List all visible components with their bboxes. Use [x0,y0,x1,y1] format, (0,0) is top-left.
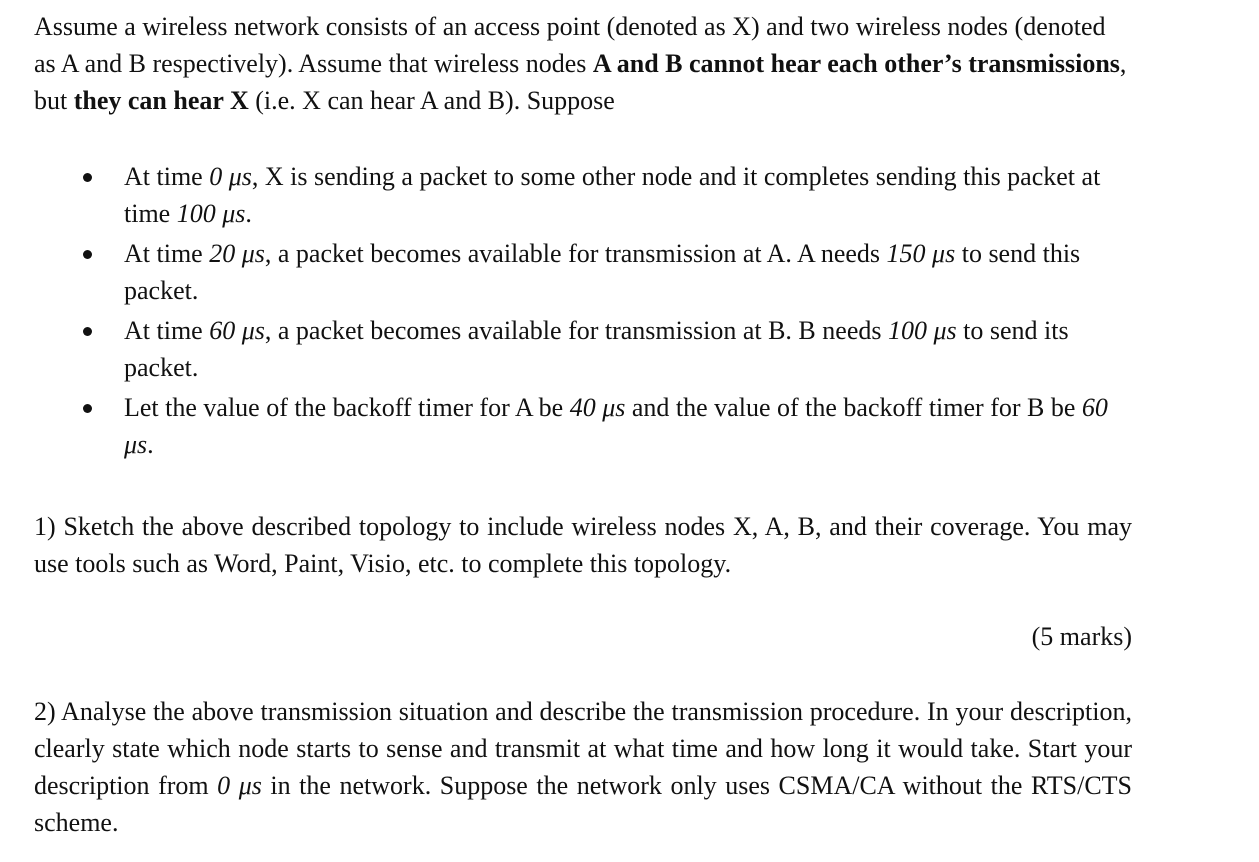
bullet-text: At time [124,239,210,268]
marks-label: (5 marks) [1031,622,1132,651]
intro-bold-1: A and B cannot hear each other’s transmissions [592,49,1120,78]
intro-text-3: (i.e. X can hear A and B). Suppose [248,86,615,115]
conditions-list [0,158,1259,466]
time-value: 40 μs [569,393,626,422]
bullet-icon [83,250,92,259]
bullet-text: At time [124,162,210,191]
time-value: 0 μs [217,771,262,800]
bullet-text: . [245,199,252,228]
time-value: 100 μs [887,316,957,345]
bullet-text: to send this packet. [124,239,1081,305]
time-value: 0 μs [209,162,252,191]
intro-bold-2: they can hear X [73,86,249,115]
question-2-text-1: 2) Analyse the above transmission situation and describe the transmission procedure. In your description, clearly state which node starts to sense and transmit at what time and how long it would take. Start your description from [34,697,1132,800]
bullet-text: , a packet becomes available for transmission at B. B needs [264,316,888,345]
intro-text-2: , but [34,49,1127,115]
list-item [0,235,1132,309]
question-1: 1) Sketch the above described topology to include wireless nodes X, A, B, and their coverage. You may use tools such as Word, Paint, Visio, etc. to complete this topology. [34,512,1132,578]
intro-paragraph [34,8,1132,119]
list-item [0,312,1132,386]
bullet-text: to send its packet. [124,316,1069,382]
intro-text-1: Assume a wireless network consists of an access point (denoted as X) and two wireless nodes (denoted as A and B respectively). Assume that wireless nodes [34,12,1106,78]
bullet-text: Let the value of the backoff timer for A be [124,393,570,422]
bullet-text: , a packet becomes available for transmission at A. A needs [264,239,887,268]
time-value: 60 μs [209,316,265,345]
question-2 [34,693,1132,841]
bullet-icon [83,404,92,413]
bullet-text: , X is sending a packet to some other node and it completes sending this packet at time [124,162,1101,228]
bullet-text: At time [124,316,210,345]
list-item [0,389,1132,463]
time-value: 20 μs [209,239,265,268]
time-value: 60 μs [124,393,1108,459]
time-value: 150 μs [886,239,956,268]
question-2-text-2: in the network. Suppose the network only uses CSMA/CA without the RTS/CTS scheme. [34,771,1132,837]
bullet-icon [83,173,92,182]
time-value: 100 μs [176,199,246,228]
bullet-text: . [147,430,154,459]
bullet-text: and the value of the backoff timer for B be [625,393,1082,422]
bullet-icon [83,327,92,336]
list-item [0,158,1132,232]
